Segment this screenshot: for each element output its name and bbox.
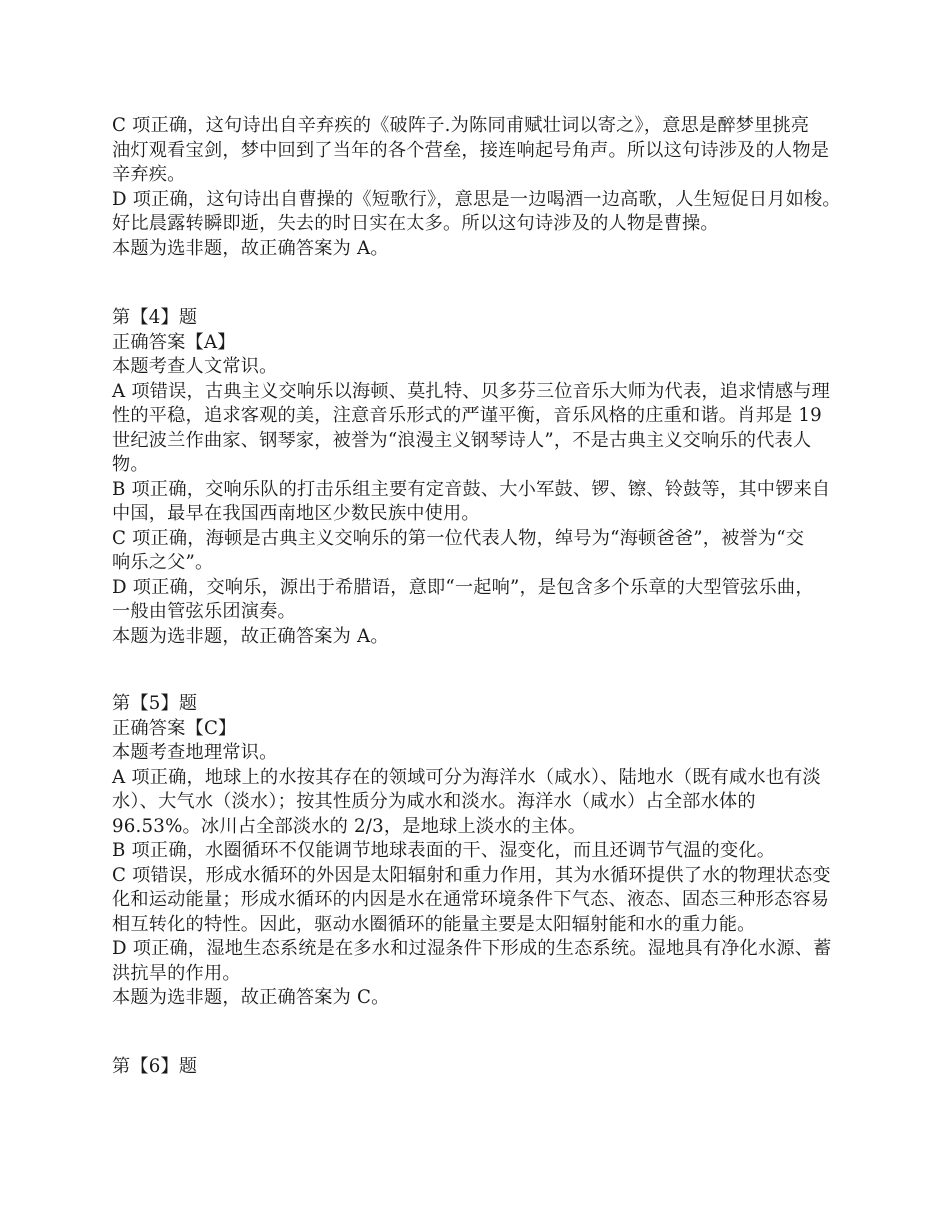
text-line: 本题考查人文常识。	[112, 356, 278, 377]
text-line: 第【4】题	[112, 307, 198, 328]
text-line: 相互转化的特性。因此，驱动水圈循环的能量主要是太阳辐射能和水的重力能。	[112, 913, 756, 935]
text-line: D 项正确，交响乐，源出于希腊语，意即“一起响”，是包含多个乐章的大型管弦乐曲，	[112, 576, 814, 598]
answer-block-question-3-tail	[112, 114, 872, 261]
text-line: C 项正确，海顿是古典主义交响乐的第一位代表人物，绰号为“海顿爸爸”，被誉为“交	[112, 527, 805, 549]
text-line: 物。	[112, 454, 149, 475]
answer-block-question-5	[112, 692, 872, 1011]
text-line: 水）、大气水（淡水）；按其性质分为咸水和淡水。海洋水（咸水）占全部水体的	[112, 791, 756, 812]
text-line: 辛弃疾。	[112, 164, 186, 185]
text-line: 油灯观看宝剑，梦中回到了当年的各个营垒，接连响起号角声。所以这句诗涉及的人物是	[112, 139, 830, 161]
text-line: D 项正确，这句诗出自曹操的《短歌行》，意思是一边喝酒一边高歌，人生短促日月如梭。	[112, 188, 841, 210]
text-line: 化和运动能量；形成水循环的内因是水在通常环境条件下气态、液态、固态三种形态容易	[112, 889, 830, 910]
text-line: 好比晨露转瞬即逝，失去的时日实在太多。所以这句诗涉及的人物是曹操。	[112, 213, 719, 234]
text-line: 本题为选非题，故正确答案为 A。	[112, 625, 389, 647]
text-line: 一般由管弦乐团演奏。	[112, 601, 296, 622]
text-line: 96.53%。冰川占全部淡水的 2/3，是地球上淡水的主体。	[112, 815, 587, 837]
text-line: 中国，最早在我国西南地区少数民族中使用。	[112, 503, 480, 524]
text-line: 洪抗旱的作用。	[112, 962, 241, 984]
text-line: 本题为选非题，故正确答案为 A。	[112, 237, 389, 259]
text-line: 正确答案【A】	[112, 331, 236, 353]
text-line: 本题为选非题，故正确答案为 C。	[112, 987, 390, 1008]
text-line: B 项正确，交响乐队的打击乐组主要有定音鼓、大小军鼓、锣、镲、铃鼓等，其中锣来自	[112, 478, 831, 500]
text-line: 世纪波兰作曲家、钢琴家，被誉为“浪漫主义钢琴诗人”，不是古典主义交响乐的代表人	[112, 429, 812, 451]
text-line: A 项正确，地球上的水按其存在的领域可分为海洋水（咸水）、陆地水（既有咸水也有淡	[112, 766, 821, 788]
text-line: C 项错误，形成水循环的外因是太阳辐射和重力作用，其为水循环提供了水的物理状态变	[112, 864, 831, 886]
text-line: 第【6】题	[112, 1056, 198, 1077]
text-line: 性的平稳，追求客观的美，注意音乐形式的严谨平衡，音乐风格的庄重和谐。肖邦是 19	[112, 405, 822, 426]
text-line: D 项正确，湿地生态系统是在多水和过湿条件下形成的生态系统。湿地具有净化水源、蓄	[112, 938, 832, 959]
text-line: C 项正确，这句诗出自辛弃疾的《破阵子.为陈同甫赋壮词以寄之》，意思是醉梦里挑亮	[112, 115, 810, 136]
text-line: 第【5】题	[112, 693, 198, 714]
text-line: A 项错误，古典主义交响乐以海顿、莫扎特、贝多芬三位音乐大师为代表，追求情感与理	[112, 380, 831, 402]
answer-block-question-4	[112, 306, 872, 649]
text-line: 本题考查地理常识。	[112, 742, 278, 763]
text-line: B 项正确，水圈循环不仅能调节地球表面的干、湿变化，而且还调节气温的变化。	[112, 840, 776, 861]
text-line: 响乐之父”。	[112, 552, 214, 573]
answer-block-question-6	[112, 1055, 872, 1080]
text-line: 正确答案【C】	[112, 717, 237, 739]
